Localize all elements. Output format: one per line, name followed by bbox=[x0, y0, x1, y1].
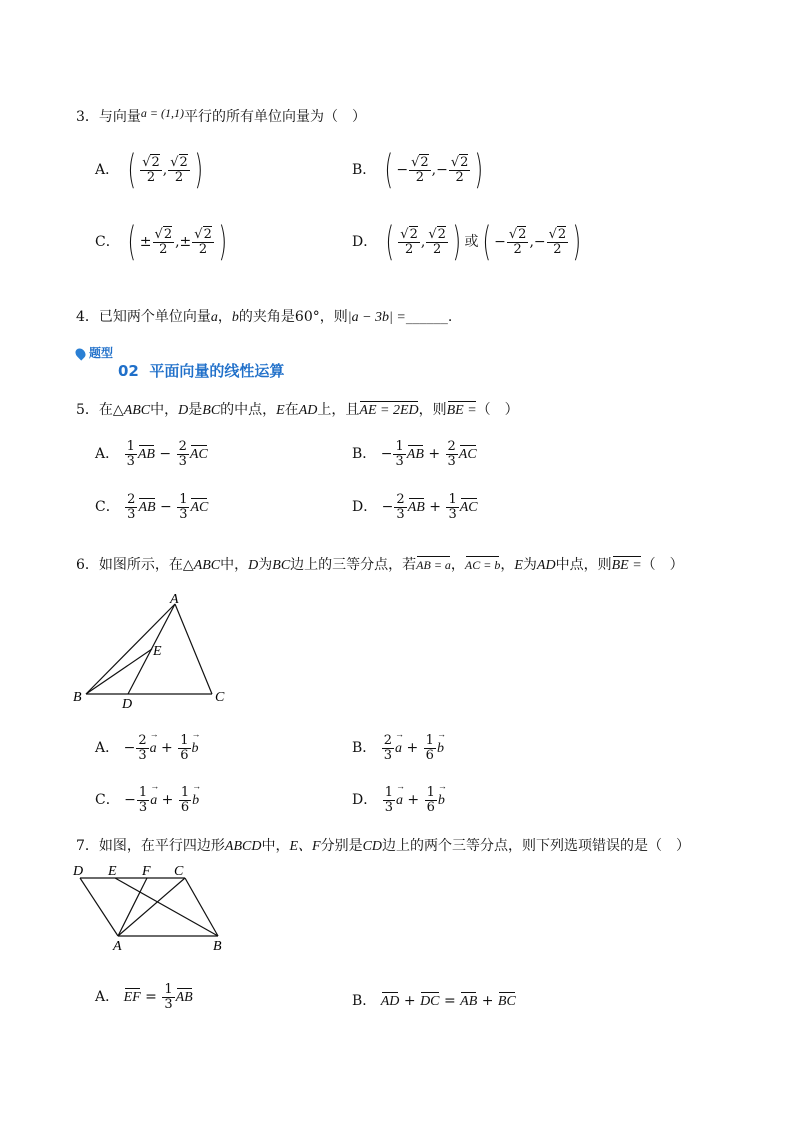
question-4: 4．已知两个单位向量a，b的夹角是60°，则|a − 3b| =______. bbox=[76, 309, 453, 325]
question-3: 3．与向量a = (1,1)平行的所有单位向量为（ ） bbox=[76, 106, 367, 125]
question-number: 3． bbox=[76, 109, 99, 125]
question-6: 6．如图所示，在△ABC中，D为BC边上的三等分点，若AB = a，AC = b，E为AD中点，则BE =（ ） bbox=[76, 557, 684, 573]
q3-option-c[interactable]: C． ( ± $\frac{√2}{2}$ ,± $\frac{√2}{2}$ ) bbox=[95, 219, 227, 265]
q6-option-c[interactable]: C． − $\frac{1}{3}$ a → + $\frac{1}{6}$ b → bbox=[95, 786, 199, 814]
q5-option-c[interactable]: C． $\frac{2}{3}$ AB − $\frac{1}{3}$ AC bbox=[95, 492, 209, 522]
q6-option-d[interactable]: D． $\frac{1}{3}$ a → + $\frac{1}{6}$ b → bbox=[352, 786, 445, 814]
label-b: B bbox=[213, 939, 222, 954]
pin-icon bbox=[73, 346, 87, 360]
diag-ac bbox=[118, 878, 185, 936]
question-5: 5．在△ABC中，D是BC的中点，E在AD上，且AE = 2ED，则BE =（ ） bbox=[76, 402, 519, 418]
label-b: B bbox=[73, 690, 82, 705]
label-c: C bbox=[174, 864, 184, 879]
triangle-figure bbox=[70, 590, 240, 715]
question-7: 7．如图，在平行四边形ABCD中，E、F分别是CD边上的两个三等分点，则下列选项错误的是（ ） bbox=[76, 838, 691, 854]
label-f: F bbox=[142, 864, 151, 879]
label-a: A bbox=[113, 939, 122, 954]
label-e: E bbox=[153, 644, 162, 659]
label-d: D bbox=[73, 864, 84, 879]
label-c: C bbox=[215, 690, 225, 705]
q3-option-b[interactable]: B． ( − $\frac{√2}{2}$ ,− $\frac{√2}{2}$ ) bbox=[352, 147, 484, 193]
edge-da bbox=[80, 878, 118, 936]
label-a: A bbox=[170, 592, 179, 607]
q3-option-d[interactable]: D． ( $\frac{√2}{2}$ , $\frac{√2}{2}$ ) 或( − $\frac{√2}{2}$ ,− $\frac{√2}{2}$ ) bbox=[352, 219, 582, 265]
label-e: E bbox=[108, 864, 117, 879]
edge-ab bbox=[86, 604, 175, 694]
q5-option-b[interactable]: B． − $\frac{1}{3}$ AB + $\frac{2}{3}$ AC bbox=[352, 439, 477, 469]
topic-title: 02 平面向量的线性运算 bbox=[118, 362, 285, 380]
q7-option-b[interactable]: B． AD + DC = AB + BC bbox=[352, 993, 516, 1009]
segment-af bbox=[118, 878, 147, 936]
parallelogram-figure bbox=[70, 860, 240, 955]
q5-option-a[interactable]: A． $\frac{1}{3}$ AB − $\frac{2}{3}$ AC bbox=[95, 439, 208, 469]
answer-blank[interactable]: ______. bbox=[405, 309, 453, 325]
segment-be bbox=[115, 878, 218, 936]
q6-option-a[interactable]: A． − $\frac{2}{3}$ a → + $\frac{1}{6}$ b → bbox=[95, 734, 199, 762]
label-d: D bbox=[122, 697, 133, 712]
segment-be bbox=[86, 649, 152, 694]
edge-ac bbox=[175, 604, 212, 694]
q5-option-d[interactable]: D． − $\frac{2}{3}$ AB + $\frac{1}{3}$ AC bbox=[352, 492, 478, 522]
q6-option-b[interactable]: B． $\frac{2}{3}$ a → + $\frac{1}{6}$ b → bbox=[352, 734, 444, 762]
q3-option-a[interactable]: A． ( $\frac{√2}{2}$ , $\frac{√2}{2}$ ) bbox=[95, 147, 203, 193]
topic-header: 题型 bbox=[76, 344, 113, 361]
q7-option-a[interactable]: A． EF = $\frac{1}{3}$ AB bbox=[95, 982, 193, 1012]
